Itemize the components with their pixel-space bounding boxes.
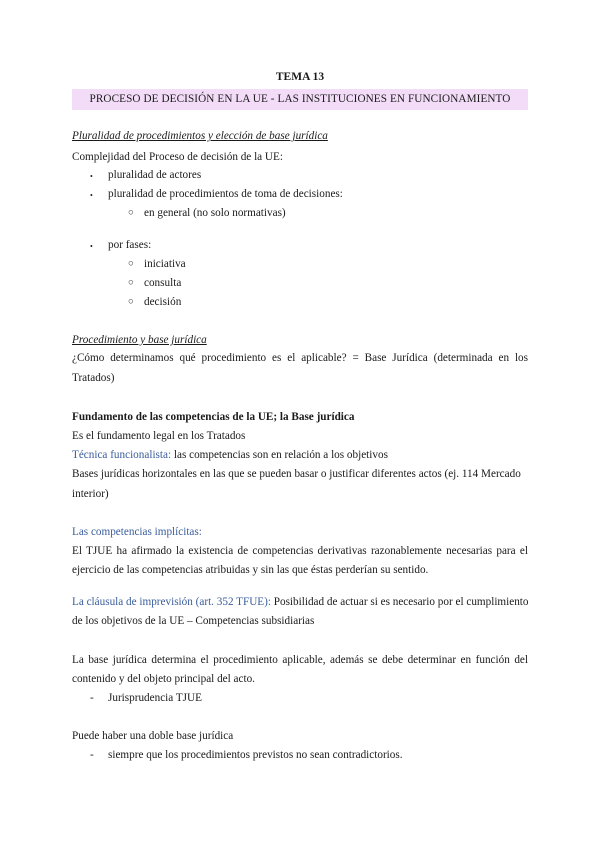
paragraph: ejercicio de las competencias atribuidas y sin las que éstas perderían su sentido. [72,564,429,576]
list-subitem: decisión [144,296,182,308]
clausula-label: La cláusula de imprevisión (art. 352 TFUE): [72,596,271,608]
paragraph: El TJUE ha afirmado la existencia de competencias derivativas razonablemente necesarias para el [72,545,528,557]
list-subitem: consulta [144,277,182,289]
paragraph: contenido y del objeto principal del acto. [72,673,255,685]
section-heading-fundamento: Fundamento de las competencias de la UE; la Base jurídica [72,411,355,423]
paragraph: La base jurídica determina el procedimiento aplicable, además se debe determinar en función del [72,654,528,666]
paragraph: ¿Cómo determinamos qué procedimiento es el aplicable? = Base Jurídica (determinada en los [72,352,528,364]
paragraph: de los objetivos de la UE – Competencias subsidiarias [72,615,315,627]
tecnica-label: Técnica funcionalista: [72,449,172,461]
circle-bullet-icon: ○ [128,278,134,288]
paragraph: Complejidad del Proceso de decisión de la UE: [72,151,283,163]
paragraph: interior) [72,488,109,500]
circle-bullet-icon: ○ [128,259,134,269]
paragraph: Es el fundamento legal en los Tratados [72,430,246,442]
section-heading-procedimiento: Procedimiento y base jurídica [72,334,207,346]
list-item: por fases: [108,239,152,251]
bullet-icon: • [90,172,93,181]
list-item: pluralidad de actores [108,169,202,181]
circle-bullet-icon: ○ [128,208,134,218]
circle-bullet-icon: ○ [128,297,134,307]
tecnica-text: las competencias son en relación a los objetivos [171,449,388,461]
paragraph: Puede haber una doble base jurídica [72,730,234,742]
clausula-text: Posibilidad de actuar si es necesario por el cumplimiento [270,596,529,608]
page-subtitle: PROCESO DE DECISIÓN EN LA UE - LAS INSTITUCIONES EN FUNCIONAMIENTO [89,93,511,105]
list-subitem: iniciativa [144,258,186,270]
paragraph [72,596,529,608]
section-heading-pluralidad: Pluralidad de procedimientos y elección de base jurídica [72,130,328,142]
page-title: TEMA 13 [275,71,325,83]
dash-icon: - [90,749,94,761]
paragraph: Bases jurídicas horizontales en las que se pueden basar o justificar diferentes actos (ej. 114 Mercado [72,468,521,480]
paragraph: Tratados) [72,372,115,384]
paragraph [72,449,388,461]
list-item: siempre que los procedimientos previstos no sean contradictorios. [108,749,403,761]
list-subitem: en general (no solo normativas) [144,207,286,219]
list-item: pluralidad de procedimientos de toma de decisiones: [108,188,343,200]
bullet-icon: • [90,191,93,200]
list-item: Jurisprudencia TJUE [108,692,202,704]
bullet-icon: • [90,242,93,251]
section-heading-implicitas: Las competencias implícitas: [72,526,202,538]
dash-icon: - [90,692,94,704]
